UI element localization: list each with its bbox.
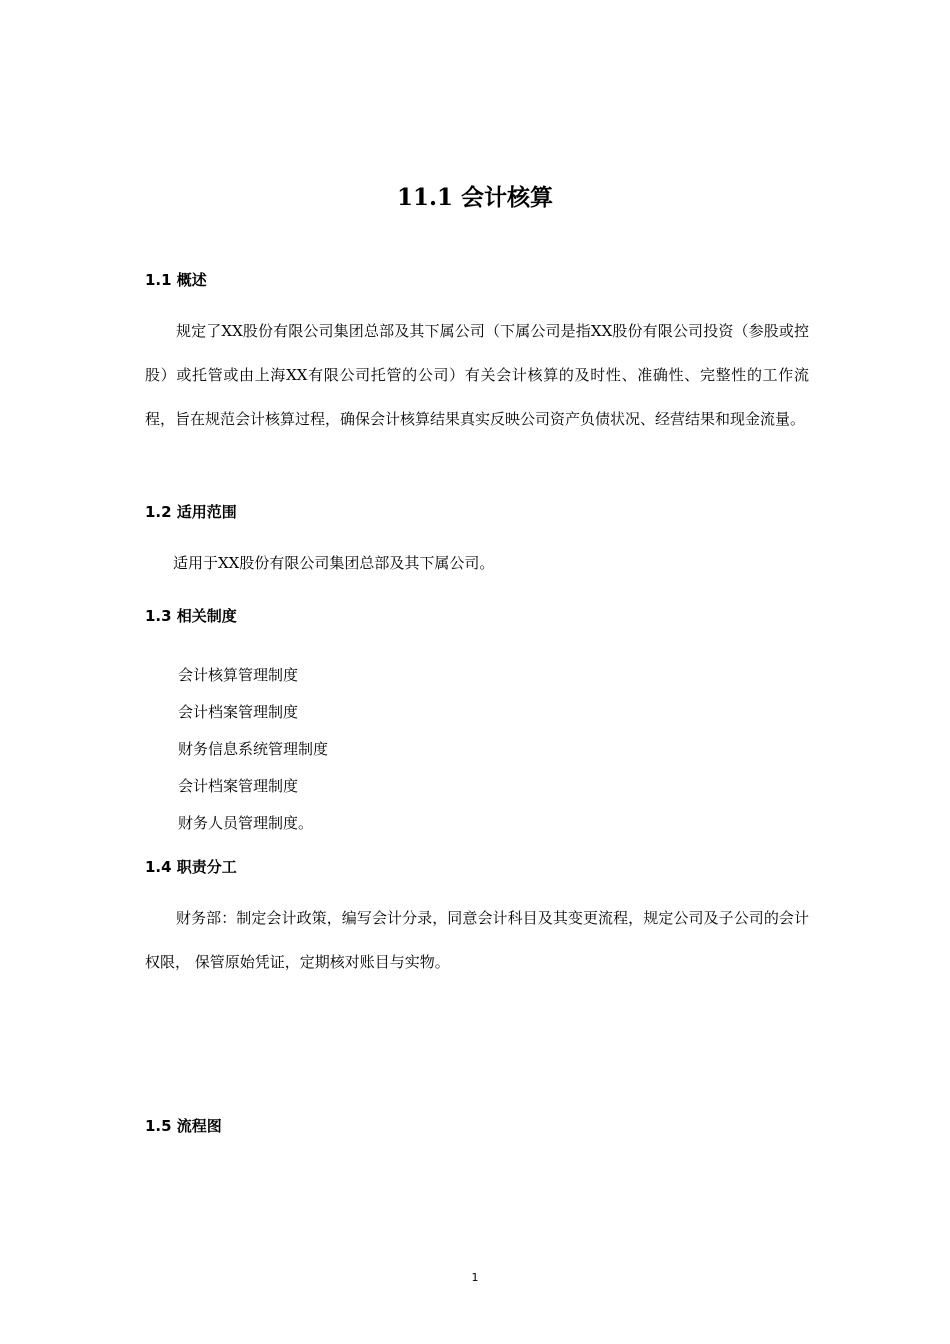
page-number: 1 [471, 1271, 479, 1284]
page-title: 11.1 会计核算 [396, 184, 554, 211]
overview-paragraph: 规定了XX股份有限公司集团总部及其下属公司（下属公司是指XX股份有限公司投资（参股或控股）或托管或由上海XX有限公司托管的公司）有关会计核算的及时性、准确性、完整性的工作流程，旨在规范会计核算过程，确保会计核算结果真实反映公司资产负债状况、经营结果和现金流量。 [145, 322, 809, 428]
related-policies-list [178, 657, 328, 842]
section-heading-flowchart: 1.5 流程图 [145, 1117, 222, 1135]
section-heading-related-policies: 1.3 相关制度 [145, 607, 237, 625]
duties-paragraph: 财务部：制定会计政策，编写会计分录，同意会计科目及其变更流程，规定公司及子公司的会计权限， 保管原始凭证，定期核对账目与实物。 [145, 909, 809, 971]
section-heading-scope: 1.2 适用范围 [145, 503, 237, 521]
list-item: 会计档案管理制度 [178, 777, 299, 795]
section-heading-duties: 1.4 职责分工 [145, 858, 237, 876]
list-item: 会计核算管理制度 [178, 666, 299, 684]
list-item: 会计档案管理制度 [178, 703, 299, 721]
section-heading-overview: 1.1 概述 [145, 271, 207, 289]
list-item: 财务信息系统管理制度 [178, 740, 329, 758]
list-item: 财务人员管理制度。 [178, 814, 314, 832]
scope-paragraph: 适用于XX股份有限公司集团总部及其下属公司。 [173, 554, 495, 572]
